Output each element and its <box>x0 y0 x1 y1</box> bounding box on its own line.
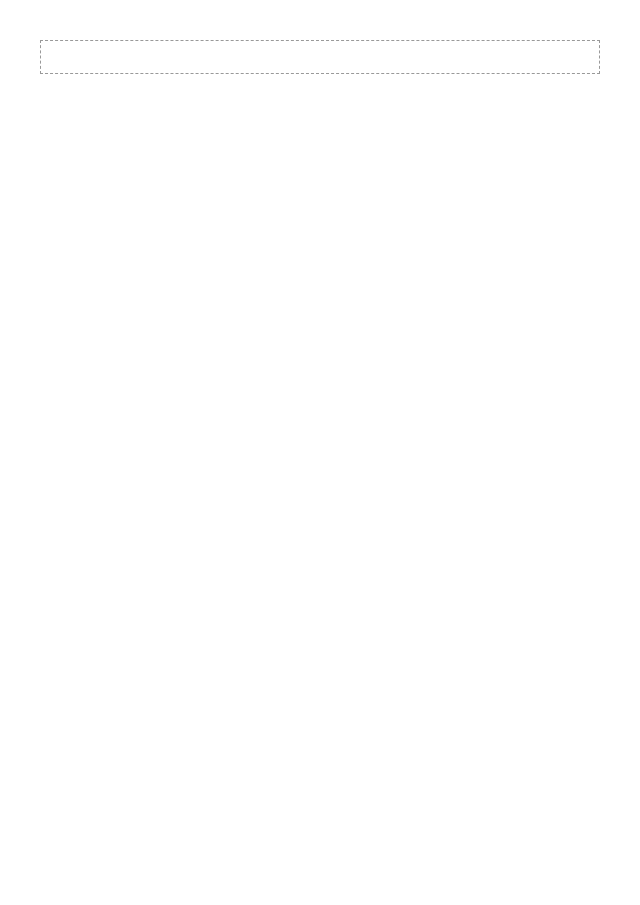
page-text <box>40 40 600 74</box>
